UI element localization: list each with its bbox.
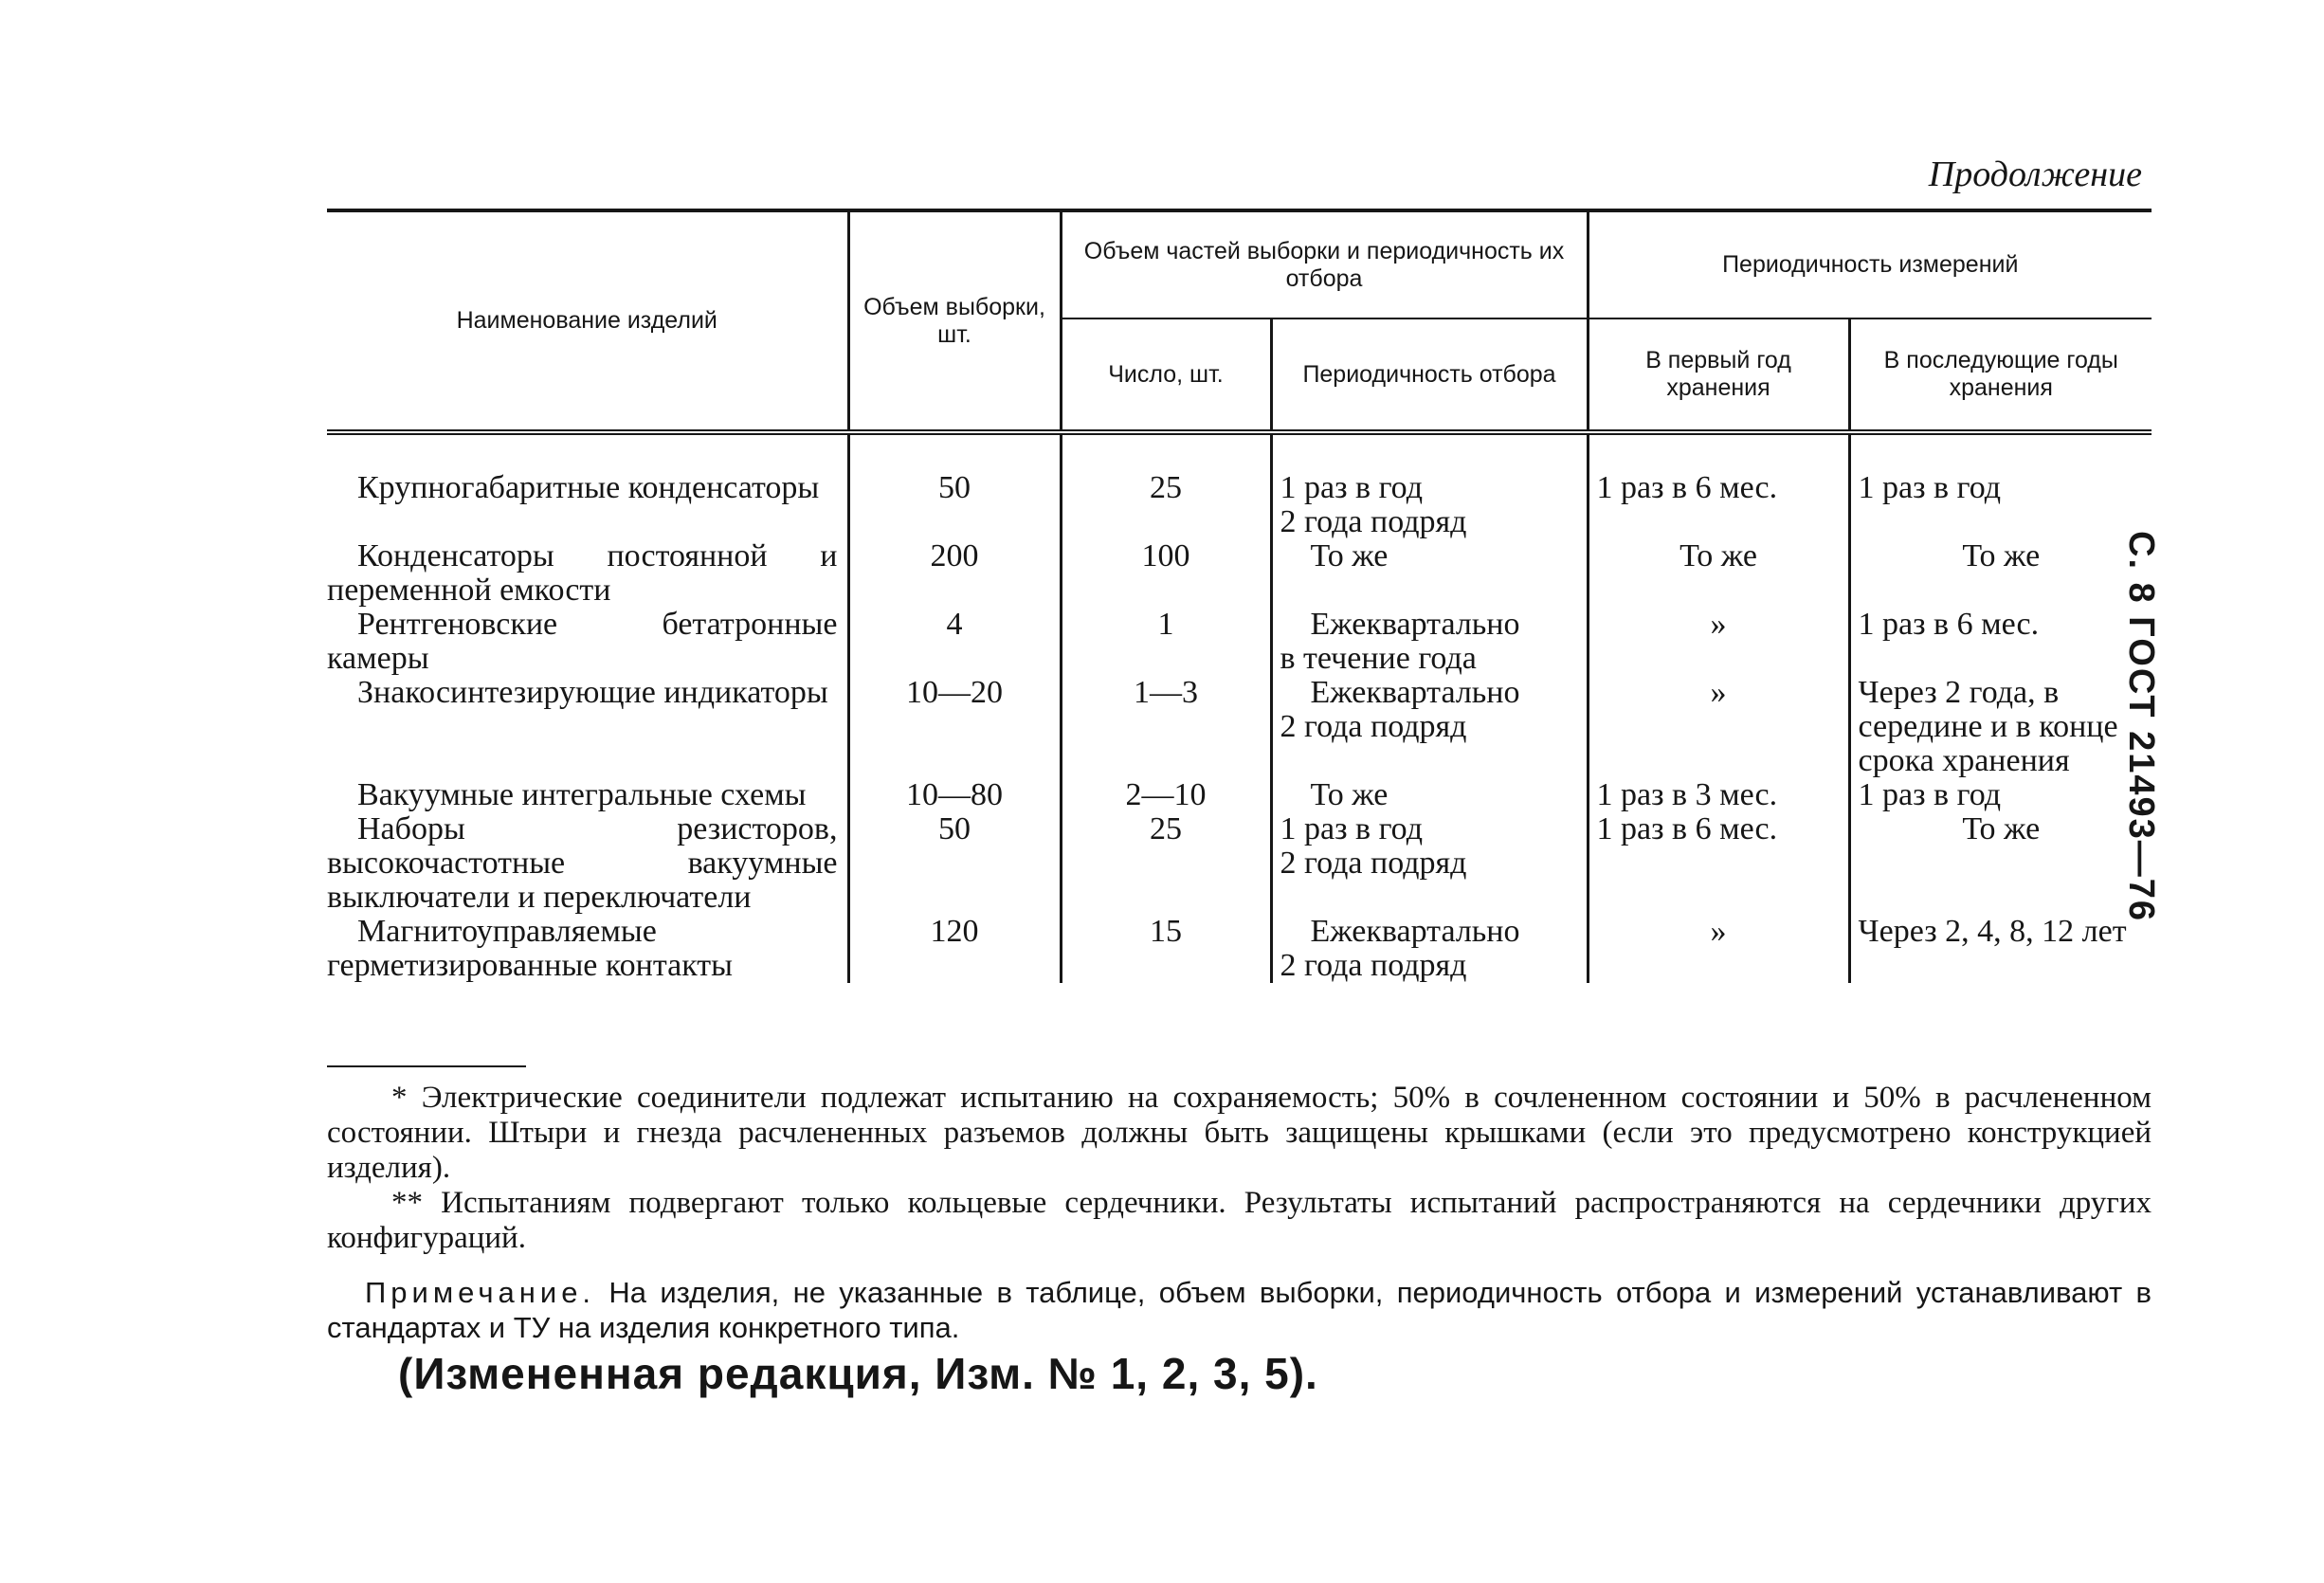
later-years-cell: Через 2, 4, 8, 12 лет [1849, 915, 2152, 983]
count-cell: 1—3 [1061, 676, 1271, 778]
table-row [327, 812, 2152, 915]
selection-period-cell: Ежеквартально 2 года подряд [1271, 915, 1588, 983]
first-year-cell: 1 раз в 3 мес. [1588, 778, 1849, 812]
revision-line: (Измененная редакция, Изм. № 1, 2, 3, 5). [398, 1349, 1318, 1398]
later-years-cell: Через 2 года, в середине и в конце срока хранения [1849, 676, 2152, 778]
table-row [327, 676, 2152, 778]
selection-period-cell: 1 раз в год 2 года подряд [1271, 812, 1588, 915]
footnote-cores: ** Испытаниям подвергают только кольцевые сердечники. Результаты испытаний распространяются на сердечники других конфигураций. [327, 1186, 2152, 1255]
product-name: Вакуумные интегральные схемы [357, 777, 807, 812]
note-label: Примечание. [365, 1276, 596, 1309]
sample-volume-cell: 10—20 [848, 676, 1061, 778]
sample-volume-cell: 120 [848, 915, 1061, 983]
table-row [327, 778, 2152, 812]
sampling-table [327, 209, 2152, 983]
standard-page-label: С. 8 ГОСТ 21493—76 [2121, 531, 2161, 923]
later-years-cell: То же [1849, 539, 2152, 608]
product-name: Конденсаторы постоянной и переменной емкости [327, 538, 838, 608]
footnotes [327, 1081, 2152, 1256]
table-row [327, 915, 2152, 983]
selection-period-cell: 1 раз в год 2 года подряд [1271, 432, 1588, 539]
sample-volume-cell: 50 [848, 432, 1061, 539]
later-years-cell: 1 раз в год [1849, 778, 2152, 812]
note-text: На изделия, не указанные в таблице, объем выборки, периодичность отбора и измерений устанавливают в стандартах и ТУ на изделия конкретного типа. [327, 1276, 2152, 1344]
header-selection-period: Периодичность отбора [1271, 318, 1588, 432]
later-years-cell: То же [1849, 812, 2152, 915]
count-cell: 25 [1061, 812, 1271, 915]
sample-volume-cell: 10—80 [848, 778, 1061, 812]
count-cell: 100 [1061, 539, 1271, 608]
first-year-cell: То же [1588, 539, 1849, 608]
footnote-connectors: * Электрические соединители подлежат испытанию на сохраняемость; 50% в сочлененном состоянии и 50% в расчлененном состоянии. Штыри и гнезда расчлененных разъемов должны быть защищены крышками (если это предусмотрено конструкцией изделия). [327, 1081, 2152, 1185]
selection-period-cell: То же [1271, 539, 1588, 608]
selection-period-cell: То же [1271, 778, 1588, 812]
product-name: Знакосинтезирующие индикаторы [357, 675, 828, 710]
count-cell: 15 [1061, 915, 1271, 983]
count-cell: 2—10 [1061, 778, 1271, 812]
selection-period-cell: Ежеквартально в течение года [1271, 608, 1588, 676]
product-name: Крупногабаритные конденсаторы [357, 470, 820, 505]
footnote-divider [327, 1065, 526, 1067]
product-name: Наборы резисторов, высокочастотные вакуумные выключатели и переключатели [327, 811, 838, 915]
product-name: Магнитоуправляемые герметизированные контакты [327, 914, 734, 983]
table-row [327, 432, 2152, 539]
table-row [327, 539, 2152, 608]
table-note [327, 1275, 2152, 1345]
first-year-cell: » [1588, 608, 1849, 676]
header-sample-volume: Объем выборки, шт. [848, 210, 1061, 432]
first-year-cell: 1 раз в 6 мес. [1588, 812, 1849, 915]
sample-volume-cell: 50 [848, 812, 1061, 915]
count-cell: 25 [1061, 432, 1271, 539]
header-later-years: В последующие годы хранения [1849, 318, 2152, 432]
first-year-cell: 1 раз в 6 мес. [1588, 432, 1849, 539]
header-first-year: В первый год хранения [1588, 318, 1849, 432]
first-year-cell: » [1588, 676, 1849, 778]
continuation-label: Продолжение [1928, 155, 2142, 194]
header-parts-group: Объем частей выборки и периодичность их отбора [1061, 210, 1588, 318]
later-years-cell: 1 раз в год [1849, 432, 2152, 539]
count-cell: 1 [1061, 608, 1271, 676]
selection-period-cell: Ежеквартально 2 года подряд [1271, 676, 1588, 778]
header-product-name: Наименование изделий [327, 210, 848, 432]
table-row [327, 608, 2152, 676]
sample-volume-cell: 4 [848, 608, 1061, 676]
header-count: Число, шт. [1061, 318, 1271, 432]
later-years-cell: 1 раз в 6 мес. [1849, 608, 2152, 676]
sample-volume-cell: 200 [848, 539, 1061, 608]
product-name: Рентгеновские бетатронные камеры [327, 607, 838, 676]
first-year-cell: » [1588, 915, 1849, 983]
header-measurement-group: Периодичность измерений [1588, 210, 2152, 318]
